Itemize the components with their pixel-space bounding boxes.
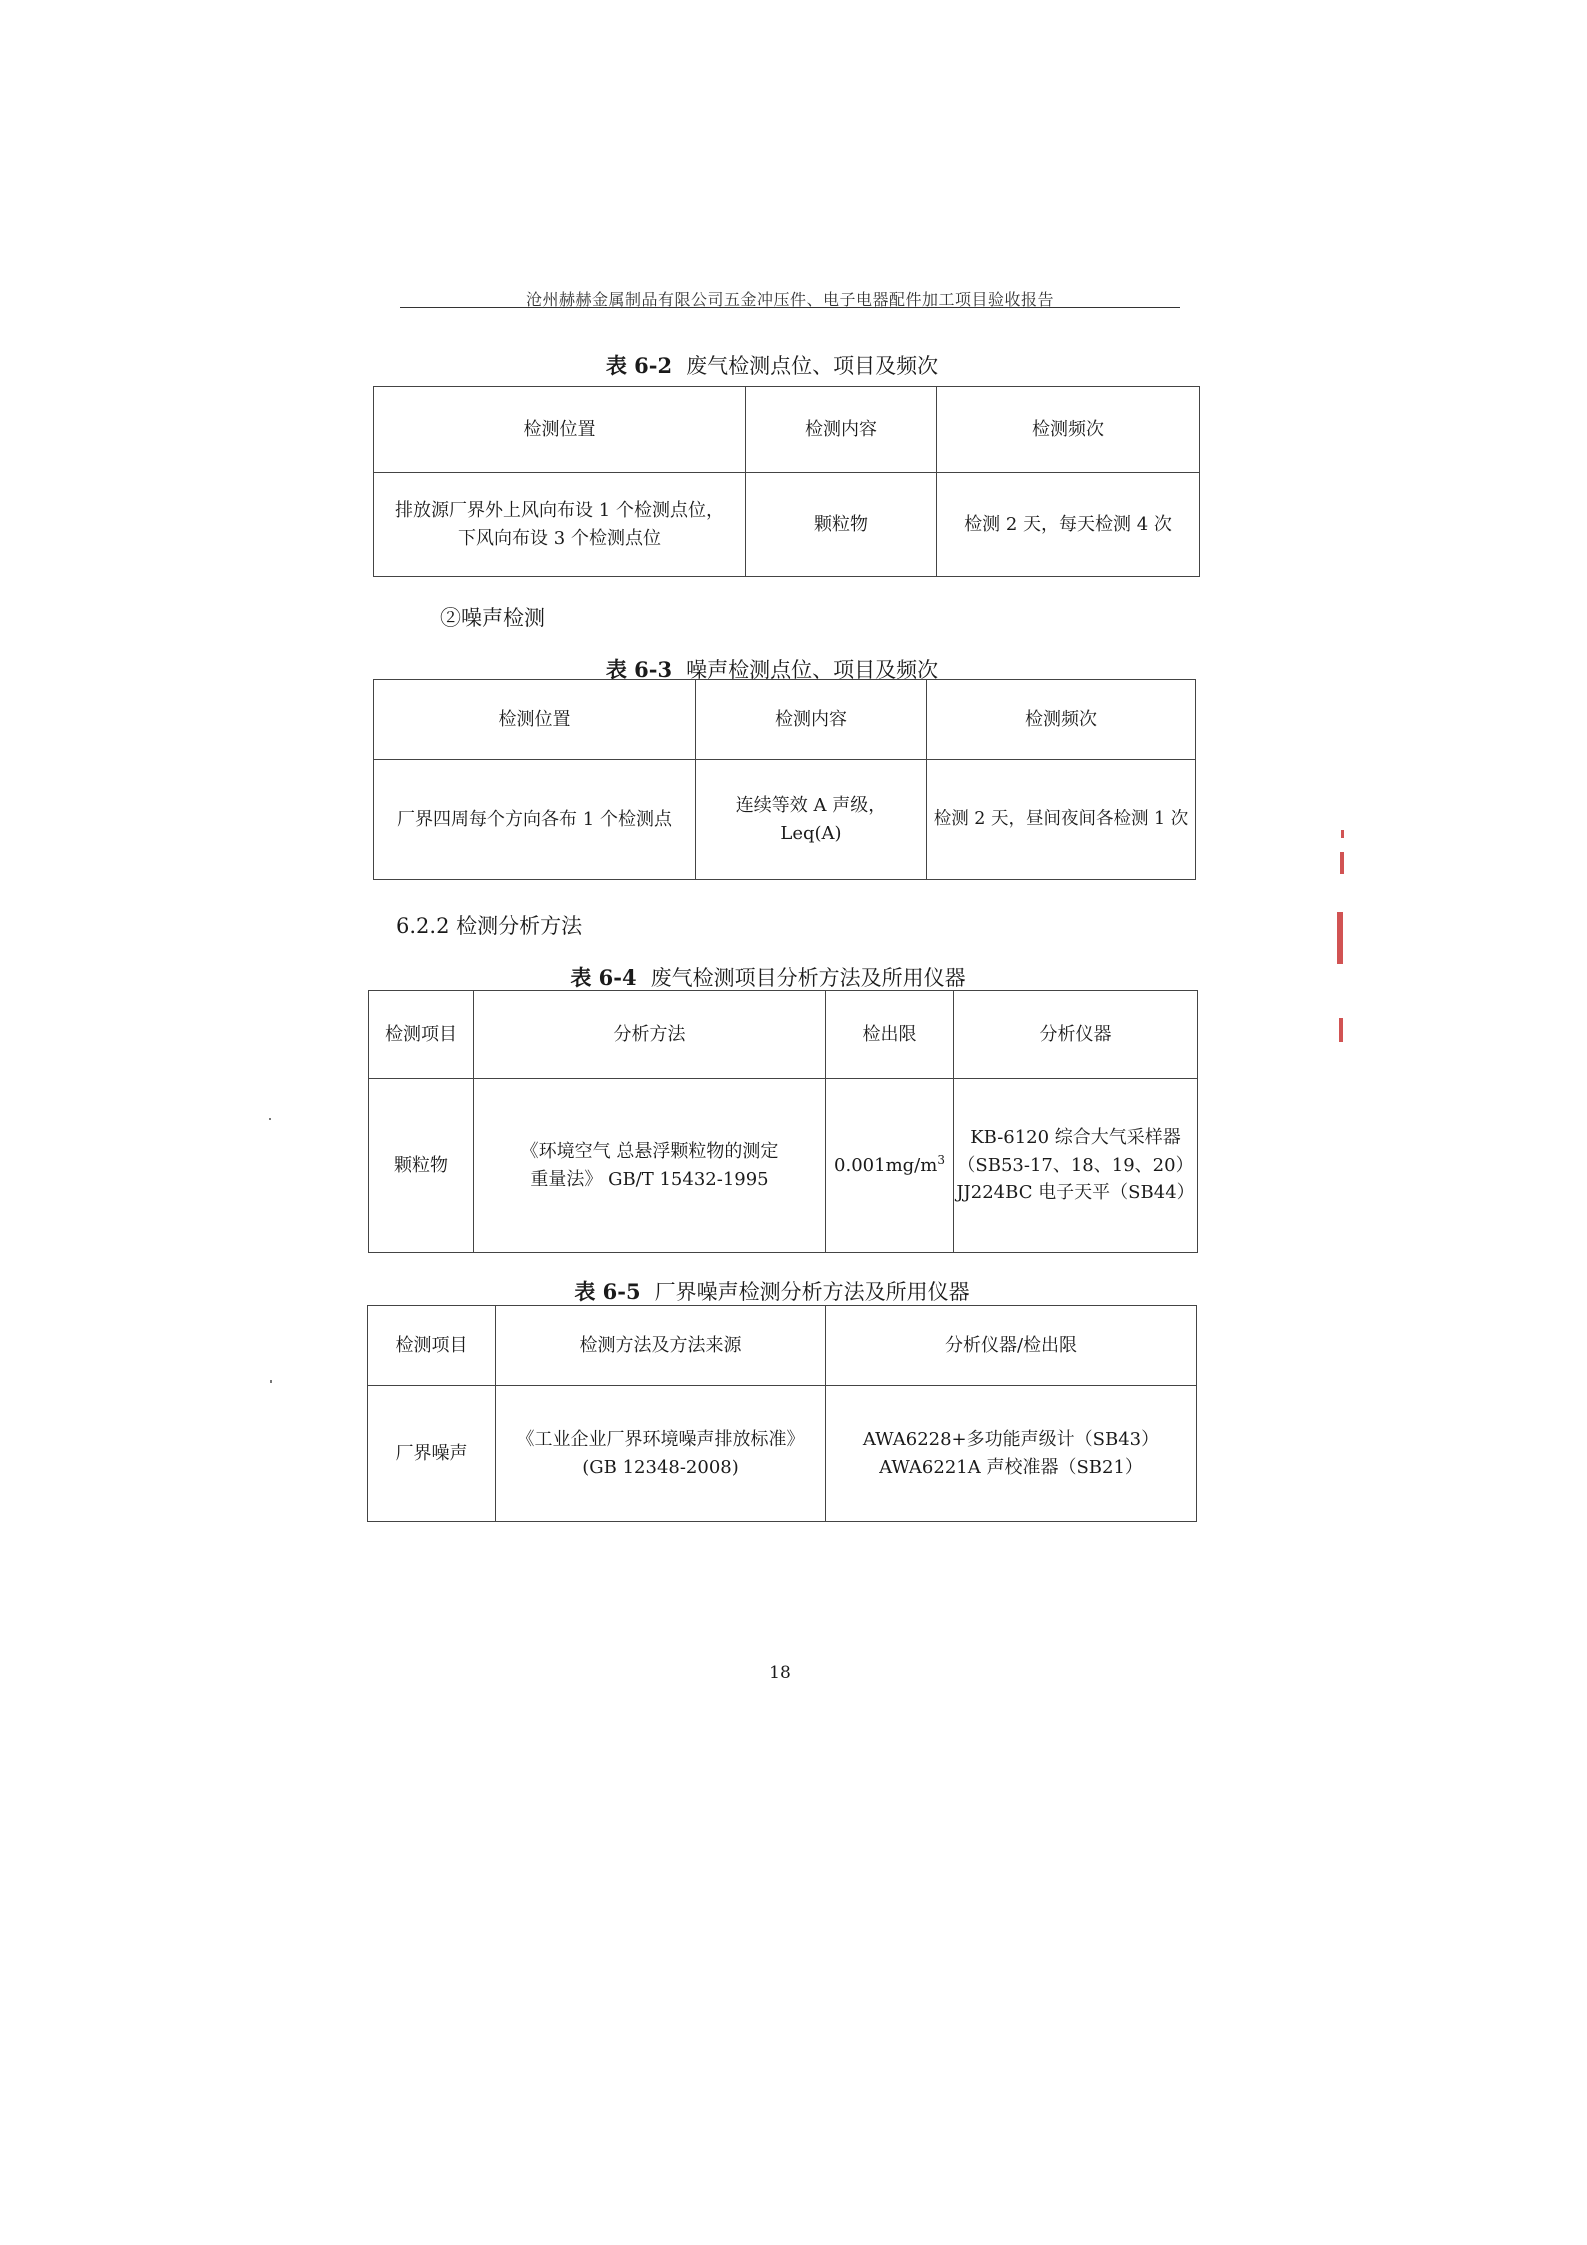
table-6-3-title: 噪声检测点位、项目及频次 [686, 658, 939, 682]
content-cell: 颗粒物 [746, 473, 937, 577]
table-6-2-caption [372, 350, 1172, 380]
table-row [374, 760, 1196, 880]
table-6-3-number: 表 6-3 [605, 657, 673, 682]
instrument-line: （SB53-17、18、19、20） [957, 1154, 1194, 1176]
column-header: 分析仪器 [954, 991, 1198, 1079]
location-line: 下风向布设 3 个检测点位 [458, 527, 661, 549]
scan-artifact-mark [1340, 852, 1344, 874]
limit-value: 0.001mg/m [834, 1155, 938, 1177]
item-cell: 厂界噪声 [368, 1386, 496, 1522]
content-line: Leq(A) [780, 822, 842, 844]
column-header: 检测位置 [374, 680, 696, 760]
table-6-5-title: 厂界噪声检测分析方法及所用仪器 [654, 1280, 970, 1304]
item-cell: 颗粒物 [369, 1079, 474, 1253]
table-row [368, 1386, 1197, 1522]
scan-artifact-mark [1337, 912, 1343, 964]
table-row [374, 473, 1200, 577]
column-header: 检测方法及方法来源 [496, 1306, 826, 1386]
instrument-cell [826, 1386, 1197, 1522]
method-cell [496, 1386, 826, 1522]
table-header-row [374, 387, 1200, 473]
table-6-5-caption [372, 1276, 1172, 1306]
method-line: 重量法》 GB/T 15432-1995 [530, 1168, 769, 1190]
running-header: 沧州赫赫金属制品有限公司五金冲压件、电子电器配件加工项目验收报告 [525, 290, 1054, 309]
column-header: 检测内容 [696, 680, 927, 760]
instrument-line: KB-6120 综合大气采样器 [970, 1126, 1181, 1148]
method-line: 《环境空气 总悬浮颗粒物的测定 [520, 1140, 779, 1162]
column-header: 分析仪器/检出限 [826, 1306, 1197, 1386]
location-cell [374, 473, 746, 577]
scan-artifact-mark [1339, 1018, 1343, 1042]
column-header: 检出限 [826, 991, 954, 1079]
limit-exponent: 3 [937, 1153, 945, 1168]
table-6-4-number: 表 6-4 [570, 965, 637, 990]
column-header: 检测频次 [927, 680, 1196, 760]
location-line: 排放源厂界外上风向布设 1 个检测点位， [395, 499, 724, 521]
table-6-2-title: 废气检测点位、项目及频次 [686, 354, 939, 378]
section-6-2-2-heading: 6.2.2 检测分析方法 [396, 914, 583, 938]
table-header-row [368, 1306, 1197, 1386]
location-cell: 厂界四周每个方向各布 1 个检测点 [374, 760, 696, 880]
column-header: 分析方法 [474, 991, 826, 1079]
table-6-5 [367, 1305, 1197, 1522]
frequency-cell: 检测 2 天，昼间夜间各检测 1 次 [927, 760, 1196, 880]
table-6-5-number: 表 6-5 [574, 1279, 641, 1304]
table-header-row [369, 991, 1198, 1079]
table-6-4-title: 废气检测项目分析方法及所用仪器 [650, 966, 966, 990]
method-cell [474, 1079, 826, 1253]
method-line: 《工业企业厂界环境噪声排放标准》 [516, 1428, 805, 1450]
table-6-2 [373, 386, 1200, 577]
scan-artifact-dot [269, 1118, 271, 1120]
frequency-cell: 检测 2 天，每天检测 4 次 [937, 473, 1200, 577]
instrument-line: AWA6221A 声校准器（SB21） [879, 1456, 1143, 1478]
noise-heading: ②噪声检测 [440, 606, 545, 630]
page-number: 18 [769, 1663, 791, 1683]
method-line: (GB 12348-2008) [582, 1456, 739, 1478]
column-header: 检测频次 [937, 387, 1200, 473]
instrument-cell [954, 1079, 1198, 1253]
table-6-4 [368, 990, 1198, 1253]
column-header: 检测项目 [369, 991, 474, 1079]
instrument-line: AWA6228+多功能声级计（SB43） [862, 1428, 1160, 1450]
instrument-line: JJ224BC 电子天平（SB44） [956, 1182, 1195, 1204]
header-rule [400, 307, 1180, 308]
column-header: 检测内容 [746, 387, 937, 473]
table-6-3 [373, 679, 1196, 880]
limit-cell [826, 1079, 954, 1253]
content-line: 连续等效 A 声级， [735, 794, 887, 816]
scan-artifact-mark [1341, 830, 1344, 838]
content-cell [696, 760, 927, 880]
column-header: 检测位置 [374, 387, 746, 473]
table-header-row [374, 680, 1196, 760]
table-6-4-caption [368, 962, 1168, 992]
scan-artifact-dot [270, 1380, 272, 1383]
column-header: 检测项目 [368, 1306, 496, 1386]
table-6-2-number: 表 6-2 [605, 353, 673, 378]
table-row [369, 1079, 1198, 1253]
